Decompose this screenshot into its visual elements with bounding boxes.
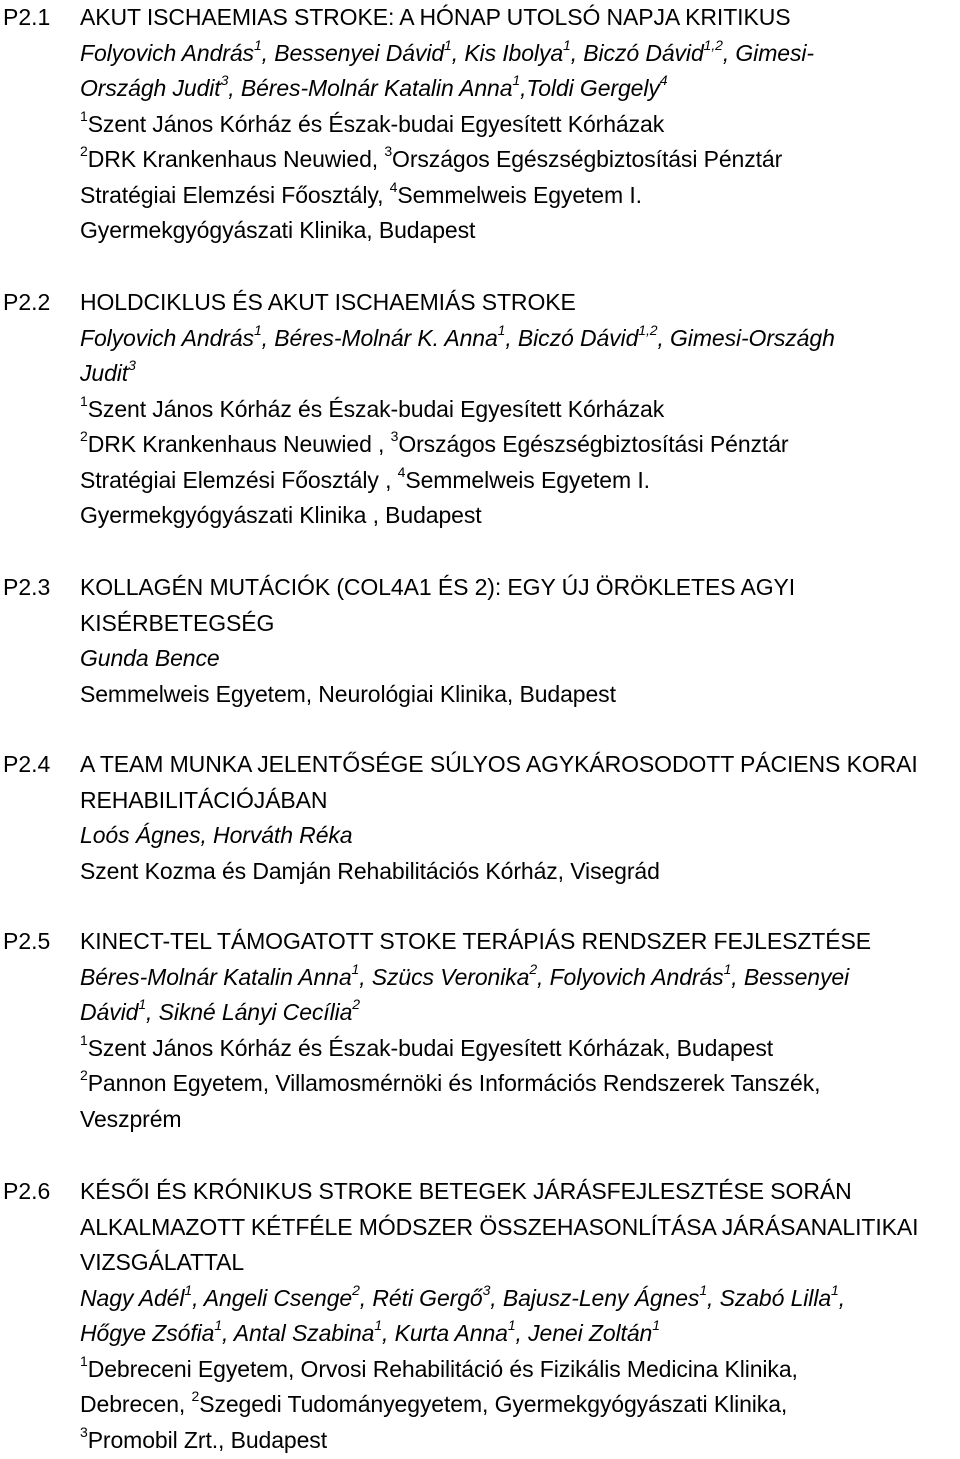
text-segment: Loós Ágnes, Horváth Réka [80,822,353,848]
text-segment: ALKALMAZOTT KÉTFÉLE MÓDSZER ÖSSZEHASONLÍTÁSA JÁRÁSANALITIKAI [80,1213,919,1240]
text-segment: Debreceni Egyetem, Orvosi Rehabilitáció és Fizikális Medicina Klinika, [87,1355,798,1382]
author-line [80,321,950,357]
text-segment: DRK Krankenhaus Neuwied , [87,431,391,457]
affiliation-index: 1 [652,1317,660,1334]
author-line [80,641,950,677]
text-segment: , Kurta Anna [382,1320,508,1346]
text-segment: Szent Kozma és Damján Rehabilitációs Kórház, Visegrád [80,857,660,884]
affiliation-index: 2 [80,143,88,160]
affiliation-index: 1 [80,1031,88,1048]
affiliation-line [80,1352,950,1388]
affiliation-index: 3 [80,1423,88,1440]
text-segment: Gyermekgyógyászati Klinika, Budapest [80,217,476,243]
abstract-body [80,1174,950,1458]
text-segment: DRK Krankenhaus Neuwied, [87,146,385,172]
abstract-entry [0,285,960,534]
affiliation-index: 2 [80,1067,88,1084]
affiliation-index: 1 [184,1281,193,1298]
text-segment: , Szücs Veronika [359,963,530,990]
text-segment: , Jenei Zoltán [515,1320,653,1346]
affiliation-line [80,142,950,178]
author-line [80,356,950,392]
affiliation-index: 2 [191,1388,200,1405]
affiliation-index: 2 [529,960,538,977]
text-segment: Szegedi Tudományegyetem, Gyermekgyógyászati Klinika, [199,1391,788,1417]
text-segment: KÉSŐI ÉS KRÓNIKUS STROKE BETEGEK JÁRÁSFEJLESZTÉSE SORÁN [80,1178,852,1204]
abstract-entry [0,570,960,712]
text-segment: , Réti Gergő [359,1284,483,1311]
text-segment: , Bessenyei [731,963,850,990]
affiliation-line [80,1102,950,1138]
author-line [80,71,950,107]
abstract-title-line [80,285,950,321]
text-segment: , Biczó Dávid [570,39,704,66]
author-line [80,960,950,996]
text-segment: , [838,1284,845,1311]
text-segment: , Szabó Lilla [707,1284,832,1311]
affiliation-index: 2 [352,996,360,1013]
abstract-title-line [80,783,950,819]
affiliation-index: 1 [253,36,262,53]
abstract-body [80,285,950,534]
text-segment: , Folyovich András [537,963,724,990]
text-segment: KINECT-TEL TÁMOGATOTT STOKE TERÁPIÁS RENDSZER FEJLESZTÉSE [80,928,871,954]
text-segment: Dávid [80,999,139,1025]
affiliation-line [80,1031,950,1067]
author-line [80,995,950,1031]
text-segment: A TEAM MUNKA JELENTŐSÉGE SÚLYOS AGYKÁROSODOTT PÁCIENS KORAI [80,751,918,777]
affiliation-index: 2 [80,428,88,445]
author-line [80,1316,950,1352]
abstract-title-line [80,570,950,606]
text-segment: Nagy Adél [80,1284,185,1311]
text-segment: Országos Egészségbiztosítási Pénztár [398,431,789,457]
text-segment: , Kis Ibolya [451,39,564,66]
text-segment: Veszprém [80,1105,182,1132]
text-segment: Semmelweis Egyetem I. [405,466,650,493]
affiliation-index: 1 [507,1317,516,1334]
text-segment: Promobil Zrt., Budapest [87,1426,327,1453]
text-segment: , Béres-Molnár K. Anna [261,324,498,351]
affiliation-index: 1 [214,1317,222,1334]
text-segment: Gunda Bence [80,645,220,671]
abstract-number: P2.1 [3,4,51,30]
affiliation-index: 1 [80,1352,88,1369]
affiliation-index: 1,2 [703,36,723,53]
text-segment: Semmelweis Egyetem, Neurológiai Klinika, Budapest [80,680,616,707]
text-segment: REHABILITÁCIÓJÁBAN [80,786,328,813]
affiliation-index: 1 [253,321,262,338]
text-segment: Szent János Kórház és Észak-budai Egyesített Kórházak [87,395,665,422]
text-segment: VIZSGÁLATTAL [80,1249,245,1275]
text-segment: Szent János Kórház és Észak-budai Egyesített Kórházak, Budapest [87,1034,774,1061]
affiliation-index: 1 [374,1317,383,1334]
affiliation-line [80,178,950,214]
abstract-entry [0,0,960,249]
affiliation-line [80,498,950,534]
affiliation-index: 1 [138,996,146,1013]
affiliation-line [80,1066,950,1102]
text-segment: , Biczó Dávid [505,324,639,351]
text-segment: Béres-Molnár Katalin Anna [80,963,352,990]
text-segment: AKUT ISCHAEMIAS STROKE: A HÓNAP UTOLSÓ NAPJA KRITIKUS [80,4,791,30]
affiliation-index: 1 [497,321,506,338]
text-segment: Stratégiai Elemzési Főosztály, [80,181,390,208]
text-segment: Semmelweis Egyetem I. [397,181,642,208]
abstract-title-line [80,1174,950,1210]
affiliation-index: 3 [390,428,399,445]
affiliation-index: 1,2 [638,321,658,338]
text-segment: Országh Judit [80,75,221,101]
abstract-body [80,570,950,712]
text-segment: , Gimesi- [722,39,814,66]
text-segment: ,Toldi Gergely [520,75,660,101]
text-segment: Országos Egészségbiztosítási Pénztár [392,146,783,172]
text-segment: Pannon Egyetem, Villamosmérnöki és Információs Rendszerek Tanszék, [87,1070,821,1096]
text-segment: Szent János Kórház és Észak-budai Egyesített Kórházak [87,110,665,137]
affiliation-index: 1 [444,36,452,53]
affiliation-index: 1 [80,107,88,124]
abstract-entry [0,747,960,889]
text-segment: , Béres-Molnár Katalin Anna [228,75,513,101]
text-segment: Hőgye Zsófia [80,1320,215,1346]
abstract-title-line [80,0,950,36]
author-line [80,818,950,854]
abstract-number: P2.2 [3,289,51,315]
author-line [80,1281,950,1317]
affiliation-index: 1 [80,392,88,409]
abstract-entry [0,924,960,1137]
affiliation-index: 3 [482,1281,491,1298]
affiliation-index: 3 [220,72,229,89]
text-segment: Stratégiai Elemzési Főosztály , [80,466,398,493]
affiliation-line [80,1387,950,1423]
text-segment: , Bajusz-Leny Ágnes [490,1284,700,1311]
affiliation-index: 1 [512,72,521,89]
text-segment: Folyovich András [80,324,254,351]
affiliation-line [80,213,950,249]
text-segment: , Gimesi-Országh [657,324,835,351]
text-segment: , Antal Szabina [222,1320,375,1346]
affiliation-index: 1 [351,960,360,977]
text-segment: , Angeli Csenge [192,1284,353,1311]
abstract-number: P2.3 [3,574,51,600]
affiliation-index: 1 [563,36,571,53]
affiliation-index: 4 [397,463,406,480]
affiliation-index: 4 [659,72,668,89]
text-segment: KISÉRBETEGSÉG [80,609,275,636]
affiliation-line [80,392,950,428]
abstract-number: P2.4 [3,751,51,777]
abstract-title-line [80,924,950,960]
abstract-title-line [80,1245,950,1281]
text-segment: Folyovich András [80,39,254,66]
affiliation-index: 1 [723,960,732,977]
text-segment: KOLLAGÉN MUTÁCIÓK (COL4A1 ÉS 2): EGY ÚJ ÖRÖKLETES AGYI [80,574,796,600]
affiliation-index: 2 [352,1281,360,1298]
affiliation-index: 3 [384,143,393,160]
affiliation-index: 1 [699,1281,708,1298]
affiliation-line [80,1423,950,1459]
abstract-number: P2.6 [3,1178,51,1204]
abstract-number: P2.5 [3,928,51,954]
text-segment: Debrecen, [80,1391,192,1417]
text-segment: , Sikné Lányi Cecília [146,999,353,1025]
text-segment: Judit [80,360,129,386]
affiliation-index: 4 [389,178,398,195]
abstract-body [80,0,950,249]
affiliation-line [80,107,950,143]
abstract-body [80,747,950,889]
text-segment: HOLDCIKLUS ÉS AKUT ISCHAEMIÁS STROKE [80,289,576,315]
text-segment: , Bessenyei Dávid [261,39,445,66]
text-segment: Gyermekgyógyászati Klinika , Budapest [80,502,482,528]
affiliation-line [80,463,950,499]
affiliation-line [80,427,950,463]
affiliation-index: 3 [128,357,136,374]
abstract-body [80,924,950,1137]
author-line [80,36,950,72]
abstract-title-line [80,1210,950,1246]
abstract-title-line [80,606,950,642]
affiliation-line [80,854,950,890]
abstract-title-line [80,747,950,783]
abstract-entry [0,1174,960,1458]
affiliation-index: 1 [831,1281,839,1298]
affiliation-line [80,677,950,713]
